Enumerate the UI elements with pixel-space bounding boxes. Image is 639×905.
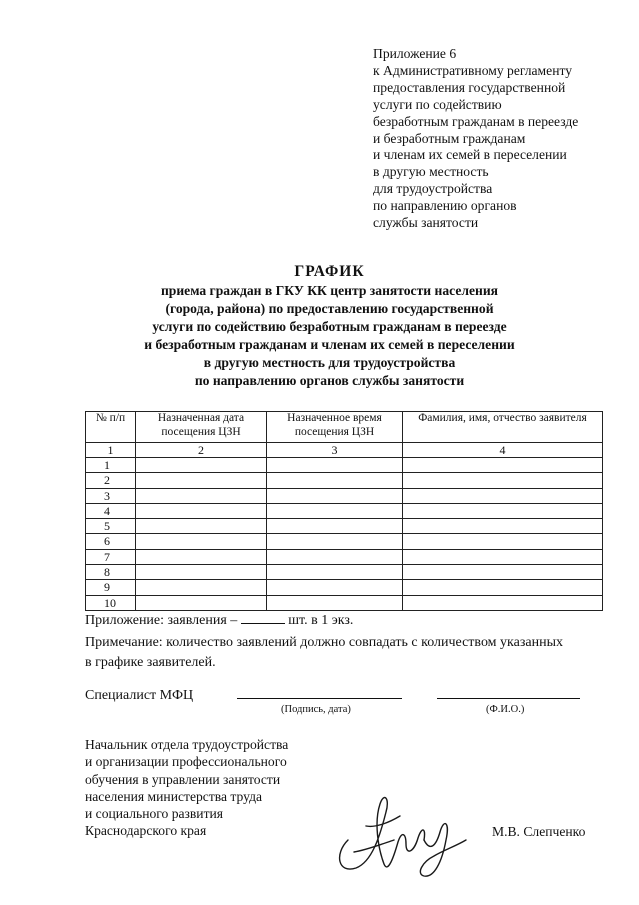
header-date: Назначенная дата посещения ЦЗН xyxy=(136,412,267,443)
name-cell[interactable] xyxy=(403,473,603,488)
name-cell[interactable] xyxy=(403,580,603,595)
time-cell[interactable] xyxy=(267,565,403,580)
title-line: приема граждан в ГКУ КК центр занятости населения xyxy=(160,283,499,298)
row-number: 8 xyxy=(86,565,136,580)
table-row xyxy=(86,565,603,580)
column-number: 3 xyxy=(267,443,403,458)
column-number-row xyxy=(86,443,603,458)
title-heading: ГРАФИК xyxy=(294,263,365,280)
time-cell[interactable] xyxy=(267,534,403,549)
header-fullname: Фамилия, имя, отчество заявителя xyxy=(403,412,603,443)
chief-title-line: населения министерства труда xyxy=(85,788,263,804)
time-cell[interactable] xyxy=(267,473,403,488)
specialist-signature-line[interactable] xyxy=(237,698,402,699)
title-line: (города, района) по предоставлению государственной xyxy=(165,301,494,316)
table-row xyxy=(86,580,603,595)
table-header-row xyxy=(86,412,603,443)
name-cell[interactable] xyxy=(403,503,603,518)
title-line: услуги по содействию безработным гражданам в переезде xyxy=(152,319,507,334)
appendix-line: службы занятости xyxy=(373,215,479,231)
time-cell[interactable] xyxy=(267,458,403,473)
chief-title-block xyxy=(85,736,288,840)
table-row xyxy=(86,473,603,488)
chief-title-line: обучения в управлении занятости xyxy=(85,771,281,787)
table-row xyxy=(86,519,603,534)
name-caption: (Ф.И.О.) xyxy=(486,704,525,715)
date-cell[interactable] xyxy=(136,565,267,580)
attachment-prefix: Приложение: заявления – xyxy=(85,613,238,628)
row-number: 7 xyxy=(86,549,136,564)
specialist-label: Специалист МФЦ xyxy=(85,688,194,703)
specialist-name-line[interactable] xyxy=(437,698,580,699)
table-row xyxy=(86,488,603,503)
name-cell[interactable] xyxy=(403,549,603,564)
date-cell[interactable] xyxy=(136,519,267,534)
chief-title-line: Начальник отдела трудоустройства xyxy=(85,737,289,752)
name-cell[interactable] xyxy=(403,458,603,473)
column-number: 2 xyxy=(136,443,267,458)
row-number: 1 xyxy=(86,458,136,473)
date-cell[interactable] xyxy=(136,458,267,473)
appendix-line: безработным гражданам в переезде xyxy=(373,113,579,129)
date-cell[interactable] xyxy=(136,595,267,610)
handwritten-signature xyxy=(326,782,476,882)
appendix-block xyxy=(373,46,633,232)
table-row xyxy=(86,534,603,549)
note-line-1: Примечание: количество заявлений должно совпадать с количеством указанных xyxy=(85,635,563,650)
table-row xyxy=(86,503,603,518)
row-number: 10 xyxy=(86,595,136,610)
table-row xyxy=(86,549,603,564)
row-number: 4 xyxy=(86,503,136,518)
title-line: и безработным гражданам и членам их семей в переселении xyxy=(144,337,515,352)
chief-title-line: и социального развития xyxy=(85,806,224,822)
name-cell[interactable] xyxy=(403,519,603,534)
time-cell[interactable] xyxy=(267,488,403,503)
chief-title-line: Краснодарского края xyxy=(85,823,207,839)
date-cell[interactable] xyxy=(136,534,267,549)
title-line: в другую местность для трудоустройства xyxy=(203,355,456,370)
name-cell[interactable] xyxy=(403,595,603,610)
column-number: 1 xyxy=(86,443,136,458)
header-number: № п/п xyxy=(86,412,136,443)
appendix-line: по направлению органов xyxy=(373,198,517,214)
chief-title-line: и организации профессионального xyxy=(85,754,287,770)
name-cell[interactable] xyxy=(403,488,603,503)
appendix-line: услуги по содействию xyxy=(373,96,502,112)
name-cell[interactable] xyxy=(403,534,603,549)
document-title xyxy=(60,262,599,390)
title-line: по направлению органов службы занятости xyxy=(194,373,465,388)
time-cell[interactable] xyxy=(267,549,403,564)
attachment-count-blank[interactable] xyxy=(241,611,285,624)
time-cell[interactable] xyxy=(267,519,403,534)
signature-caption: (Подпись, дата) xyxy=(281,704,351,715)
date-cell[interactable] xyxy=(136,473,267,488)
time-cell[interactable] xyxy=(267,580,403,595)
attachment-line xyxy=(85,611,353,631)
date-cell[interactable] xyxy=(136,503,267,518)
header-time: Назначенное время посещения ЦЗН xyxy=(267,412,403,443)
date-cell[interactable] xyxy=(136,549,267,564)
row-number: 2 xyxy=(86,473,136,488)
note-line-2: в графике заявителей. xyxy=(85,655,216,670)
schedule-table xyxy=(85,411,603,611)
date-cell[interactable] xyxy=(136,580,267,595)
row-number: 9 xyxy=(86,580,136,595)
time-cell[interactable] xyxy=(267,595,403,610)
appendix-line: для трудоустройства xyxy=(373,181,493,197)
appendix-line: и членам их семей в переселении xyxy=(373,147,567,163)
date-cell[interactable] xyxy=(136,488,267,503)
attachment-suffix: шт. в 1 экз. xyxy=(288,613,354,628)
table-row xyxy=(86,458,603,473)
row-number: 5 xyxy=(86,519,136,534)
appendix-line: и безработным гражданам xyxy=(373,130,526,146)
appendix-line: в другую местность xyxy=(373,164,489,180)
name-cell[interactable] xyxy=(403,565,603,580)
row-number: 3 xyxy=(86,488,136,503)
row-number: 6 xyxy=(86,534,136,549)
appendix-line: Приложение 6 xyxy=(373,46,457,61)
appendix-line: к Административному регламенту xyxy=(373,62,573,78)
column-number: 4 xyxy=(403,443,603,458)
appendix-line: предоставления государственной xyxy=(373,79,566,95)
time-cell[interactable] xyxy=(267,503,403,518)
chief-name: М.В. Слепченко xyxy=(492,824,586,839)
table-row xyxy=(86,595,603,610)
